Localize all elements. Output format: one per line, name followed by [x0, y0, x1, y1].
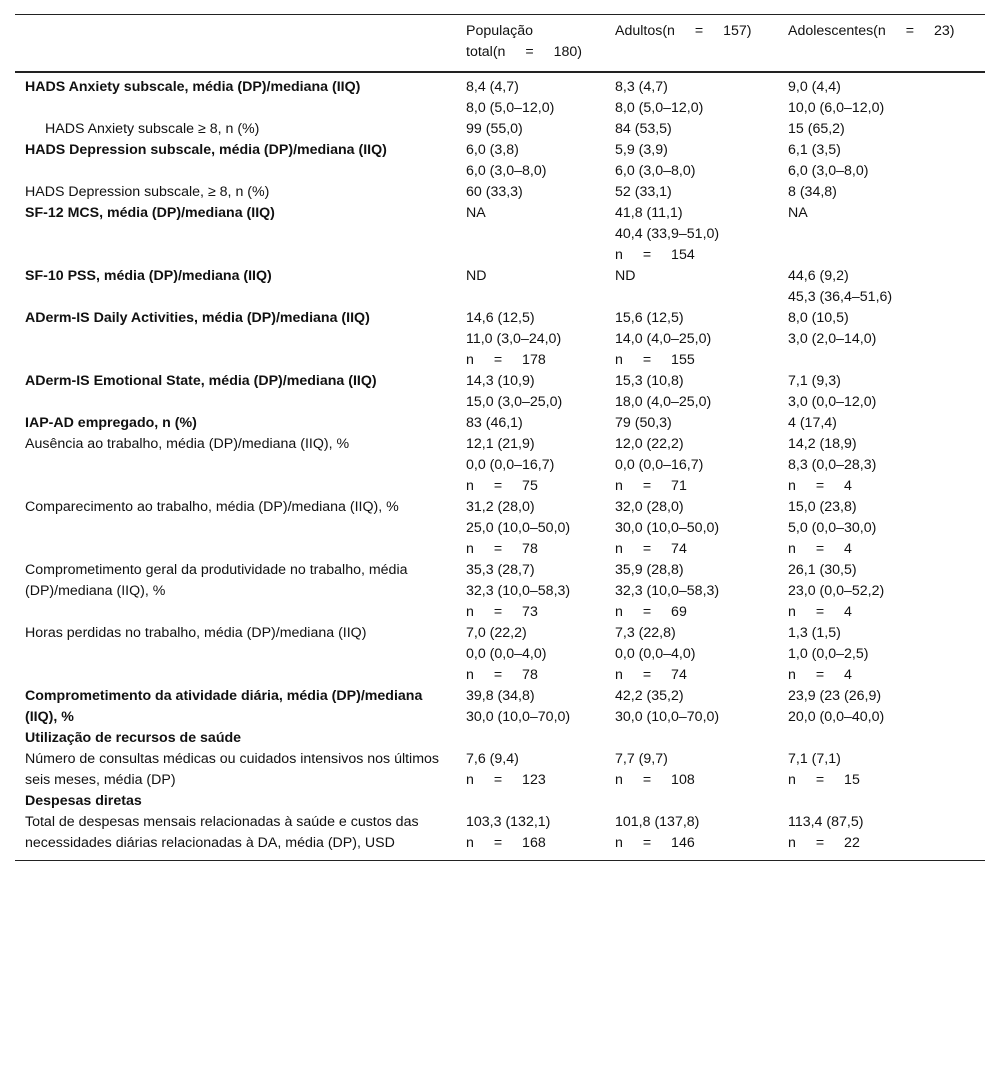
- cell-value: 40,4 (33,9–51,0): [615, 226, 720, 242]
- cell-total: [456, 560, 605, 623]
- cell-value: 84 (53,5): [615, 121, 672, 137]
- header-adults-label: Adultos(n = 157): [615, 23, 752, 39]
- cell-total: [456, 497, 605, 560]
- cell-total: [456, 182, 605, 203]
- sample-size: n = 4: [788, 667, 852, 683]
- cell-value: 14,6 (12,5): [466, 310, 535, 326]
- cell-total: [456, 119, 605, 140]
- cell-value: 30,0 (10,0–70,0): [466, 709, 571, 725]
- cell-value: 7,3 (22,8): [615, 625, 676, 641]
- header-adolescents-label: Adolescentes(n = 23): [788, 23, 955, 39]
- cell-adults: [605, 560, 778, 623]
- row-label: Número de consultas médicas ou cuidados intensivos nos últimos seis meses, média (DP): [25, 751, 440, 788]
- cell-value: 14,2 (18,9): [788, 436, 857, 452]
- cell-value: 12,0 (22,2): [615, 436, 684, 452]
- row-label: Utilização de recursos de saúde: [25, 730, 242, 746]
- cell-value: 52 (33,1): [615, 184, 672, 200]
- cell-value: 8 (34,8): [788, 184, 837, 200]
- header-adults: [605, 15, 778, 73]
- row-label: HADS Depression subscale, ≥ 8, n (%): [25, 184, 270, 200]
- cell-value: 60 (33,3): [466, 184, 523, 200]
- cell-adolescents: [778, 812, 985, 861]
- cell-value: 99 (55,0): [466, 121, 523, 137]
- sample-size: n = 78: [466, 541, 538, 557]
- row-label: Total de despesas mensais relacionadas à saúde e custos das necessidades diárias relacionadas à DA, média (DP), USD: [25, 814, 419, 851]
- table-row: [15, 791, 985, 812]
- cell-adolescents: [778, 308, 985, 371]
- table-row: [15, 413, 985, 434]
- cell-adolescents: [778, 140, 985, 182]
- cell-adults: [605, 140, 778, 182]
- row-label: SF-10 PSS, média (DP)/mediana (IIQ): [25, 268, 272, 284]
- cell-value: 7,1 (7,1): [788, 751, 841, 767]
- row-label: Despesas diretas: [25, 793, 142, 809]
- cell-value: 0,0 (0,0–16,7): [615, 457, 704, 473]
- cell-value: 23,9 (23 (26,9): [788, 688, 882, 704]
- cell-value: 15 (65,2): [788, 121, 845, 137]
- row-label: Ausência ao trabalho, média (DP)/mediana (IIQ), %: [25, 436, 350, 452]
- sample-size: n = 73: [466, 604, 538, 620]
- cell-total: [456, 140, 605, 182]
- cell-adolescents: [778, 203, 985, 266]
- cell-value: 79 (50,3): [615, 415, 672, 431]
- cell-total: [456, 434, 605, 497]
- cell-total: [456, 812, 605, 861]
- cell-value: 83 (46,1): [466, 415, 523, 431]
- header-variable: [15, 15, 456, 73]
- row-label: SF-12 MCS, média (DP)/mediana (IIQ): [25, 205, 275, 221]
- cell-adults: [605, 686, 778, 728]
- cell-value: 6,1 (3,5): [788, 142, 841, 158]
- cell-value: 1,3 (1,5): [788, 625, 841, 641]
- cell-value: 26,1 (30,5): [788, 562, 857, 578]
- cell-adolescents: [778, 623, 985, 686]
- sample-size: n = 78: [466, 667, 538, 683]
- results-table: [15, 14, 985, 861]
- cell-value: 7,0 (22,2): [466, 625, 527, 641]
- cell-total: [456, 72, 605, 119]
- cell-value: 103,3 (132,1): [466, 814, 551, 830]
- cell-value: 8,0 (10,5): [788, 310, 849, 326]
- cell-adults: [605, 371, 778, 413]
- cell-value: 1,0 (0,0–2,5): [788, 646, 869, 662]
- cell-value: 4 (17,4): [788, 415, 837, 431]
- cell-value: ND: [615, 268, 636, 284]
- row-label: HADS Anxiety subscale ≥ 8, n (%): [45, 121, 260, 137]
- cell-value: 8,3 (0,0–28,3): [788, 457, 877, 473]
- cell-value: 7,6 (9,4): [466, 751, 519, 767]
- table-row: [15, 728, 985, 749]
- header-adolescents: [778, 15, 985, 73]
- table-body: [15, 72, 985, 861]
- cell-adolescents: [778, 497, 985, 560]
- cell-value: 23,0 (0,0–52,2): [788, 583, 885, 599]
- cell-value: 42,2 (35,2): [615, 688, 684, 704]
- cell-value: 25,0 (10,0–50,0): [466, 520, 571, 536]
- cell-adolescents: [778, 182, 985, 203]
- cell-value: NA: [788, 205, 808, 221]
- cell-total: [456, 308, 605, 371]
- cell-value: 32,0 (28,0): [615, 499, 684, 515]
- table-row: [15, 623, 985, 686]
- cell-value: 8,0 (5,0–12,0): [466, 100, 555, 116]
- cell-adults: [605, 623, 778, 686]
- sample-size: n = 22: [788, 835, 860, 851]
- table-row: [15, 497, 985, 560]
- sample-size: n = 146: [615, 835, 695, 851]
- sample-size: n = 75: [466, 478, 538, 494]
- cell-adolescents: [778, 728, 985, 749]
- cell-value: ND: [466, 268, 487, 284]
- cell-value: 44,6 (9,2): [788, 268, 849, 284]
- table-row: [15, 812, 985, 861]
- table-row: [15, 203, 985, 266]
- header-total-line-2: total(n = 180): [466, 44, 582, 60]
- cell-adults: [605, 413, 778, 434]
- cell-value: 45,3 (36,4–51,6): [788, 289, 893, 305]
- sample-size: n = 71: [615, 478, 687, 494]
- cell-adults: [605, 812, 778, 861]
- row-label: Comparecimento ao trabalho, média (DP)/mediana (IIQ), %: [25, 499, 399, 515]
- cell-value: 8,0 (5,0–12,0): [615, 100, 704, 116]
- cell-value: 6,0 (3,0–8,0): [788, 163, 869, 179]
- cell-value: 9,0 (4,4): [788, 79, 841, 95]
- cell-adults: [605, 203, 778, 266]
- sample-size: n = 178: [466, 352, 546, 368]
- cell-adults: [605, 434, 778, 497]
- cell-value: 18,0 (4,0–25,0): [615, 394, 712, 410]
- cell-adolescents: [778, 371, 985, 413]
- cell-value: 0,0 (0,0–16,7): [466, 457, 555, 473]
- cell-adolescents: [778, 413, 985, 434]
- cell-value: 35,3 (28,7): [466, 562, 535, 578]
- cell-value: 32,3 (10,0–58,3): [615, 583, 720, 599]
- cell-adults: [605, 72, 778, 119]
- cell-value: 30,0 (10,0–50,0): [615, 520, 720, 536]
- sample-size: n = 69: [615, 604, 687, 620]
- cell-value: 3,0 (2,0–14,0): [788, 331, 877, 347]
- row-label: IAP-AD empregado, n (%): [25, 415, 197, 431]
- sample-size: n = 15: [788, 772, 860, 788]
- header-total-line-1: População: [466, 23, 534, 39]
- cell-total: [456, 791, 605, 812]
- cell-value: 39,8 (34,8): [466, 688, 535, 704]
- cell-value: 0,0 (0,0–4,0): [466, 646, 547, 662]
- row-label: Horas perdidas no trabalho, média (DP)/mediana (IIQ): [25, 625, 367, 641]
- cell-total: [456, 371, 605, 413]
- table-row: [15, 749, 985, 791]
- row-label: Comprometimento da atividade diária, média (DP)/mediana (IIQ), %: [25, 688, 423, 725]
- cell-adolescents: [778, 686, 985, 728]
- cell-adults: [605, 497, 778, 560]
- sample-size: n = 108: [615, 772, 695, 788]
- cell-value: 101,8 (137,8): [615, 814, 700, 830]
- row-label: Comprometimento geral da produtividade no trabalho, média (DP)/mediana (IIQ), %: [25, 562, 408, 599]
- cell-value: 7,7 (9,7): [615, 751, 668, 767]
- cell-value: 15,0 (23,8): [788, 499, 857, 515]
- table-row: [15, 308, 985, 371]
- cell-value: NA: [466, 205, 486, 221]
- cell-adolescents: [778, 560, 985, 623]
- table-row: [15, 140, 985, 182]
- cell-value: 15,0 (3,0–25,0): [466, 394, 563, 410]
- cell-total: [456, 203, 605, 266]
- cell-value: 31,2 (28,0): [466, 499, 535, 515]
- cell-adults: [605, 119, 778, 140]
- header-total-population: [456, 15, 605, 73]
- cell-total: [456, 749, 605, 791]
- results-table-container: [15, 14, 985, 861]
- row-label: ADerm-IS Daily Activities, média (DP)/mediana (IIQ): [25, 310, 370, 326]
- cell-adolescents: [778, 791, 985, 812]
- sample-size: n = 4: [788, 541, 852, 557]
- sample-size: n = 4: [788, 478, 852, 494]
- cell-value: 11,0 (3,0–24,0): [466, 331, 562, 347]
- cell-adults: [605, 728, 778, 749]
- cell-adults: [605, 749, 778, 791]
- cell-value: 6,0 (3,8): [466, 142, 519, 158]
- cell-value: 12,1 (21,9): [466, 436, 535, 452]
- cell-adolescents: [778, 266, 985, 308]
- table-row: [15, 266, 985, 308]
- cell-value: 15,3 (10,8): [615, 373, 684, 389]
- cell-total: [456, 266, 605, 308]
- cell-value: 32,3 (10,0–58,3): [466, 583, 571, 599]
- cell-adults: [605, 791, 778, 812]
- cell-adults: [605, 182, 778, 203]
- cell-value: 35,9 (28,8): [615, 562, 684, 578]
- cell-value: 7,1 (9,3): [788, 373, 841, 389]
- sample-size: n = 155: [615, 352, 695, 368]
- cell-value: 10,0 (6,0–12,0): [788, 100, 885, 116]
- cell-value: 8,4 (4,7): [466, 79, 519, 95]
- cell-total: [456, 413, 605, 434]
- row-label: HADS Anxiety subscale, média (DP)/mediana (IIQ): [25, 79, 361, 95]
- cell-value: 41,8 (11,1): [615, 205, 683, 221]
- table-row: [15, 182, 985, 203]
- cell-value: 14,0 (4,0–25,0): [615, 331, 712, 347]
- sample-size: n = 4: [788, 604, 852, 620]
- cell-adults: [605, 266, 778, 308]
- cell-value: 113,4 (87,5): [788, 814, 864, 830]
- cell-value: 6,0 (3,0–8,0): [615, 163, 696, 179]
- table-row: [15, 72, 985, 119]
- cell-value: 30,0 (10,0–70,0): [615, 709, 720, 725]
- cell-adolescents: [778, 434, 985, 497]
- table-row: [15, 371, 985, 413]
- sample-size: n = 74: [615, 667, 687, 683]
- cell-value: 5,0 (0,0–30,0): [788, 520, 877, 536]
- cell-value: 8,3 (4,7): [615, 79, 668, 95]
- table-row: [15, 686, 985, 728]
- sample-size: n = 123: [466, 772, 546, 788]
- table-row: [15, 434, 985, 497]
- cell-value: 3,0 (0,0–12,0): [788, 394, 877, 410]
- cell-value: 5,9 (3,9): [615, 142, 668, 158]
- cell-value: 20,0 (0,0–40,0): [788, 709, 885, 725]
- sample-size: n = 168: [466, 835, 546, 851]
- table-row: [15, 119, 985, 140]
- table-row: [15, 560, 985, 623]
- row-label: HADS Depression subscale, média (DP)/mediana (IIQ): [25, 142, 387, 158]
- sample-size: n = 74: [615, 541, 687, 557]
- cell-total: [456, 686, 605, 728]
- sample-size: n = 154: [615, 247, 695, 263]
- cell-total: [456, 623, 605, 686]
- cell-adolescents: [778, 749, 985, 791]
- table-header-row: [15, 15, 985, 73]
- cell-total: [456, 728, 605, 749]
- cell-value: 6,0 (3,0–8,0): [466, 163, 547, 179]
- cell-value: 0,0 (0,0–4,0): [615, 646, 696, 662]
- cell-adolescents: [778, 72, 985, 119]
- cell-adolescents: [778, 119, 985, 140]
- cell-adults: [605, 308, 778, 371]
- row-label: ADerm-IS Emotional State, média (DP)/mediana (IIQ): [25, 373, 377, 389]
- cell-value: 14,3 (10,9): [466, 373, 535, 389]
- cell-value: 15,6 (12,5): [615, 310, 684, 326]
